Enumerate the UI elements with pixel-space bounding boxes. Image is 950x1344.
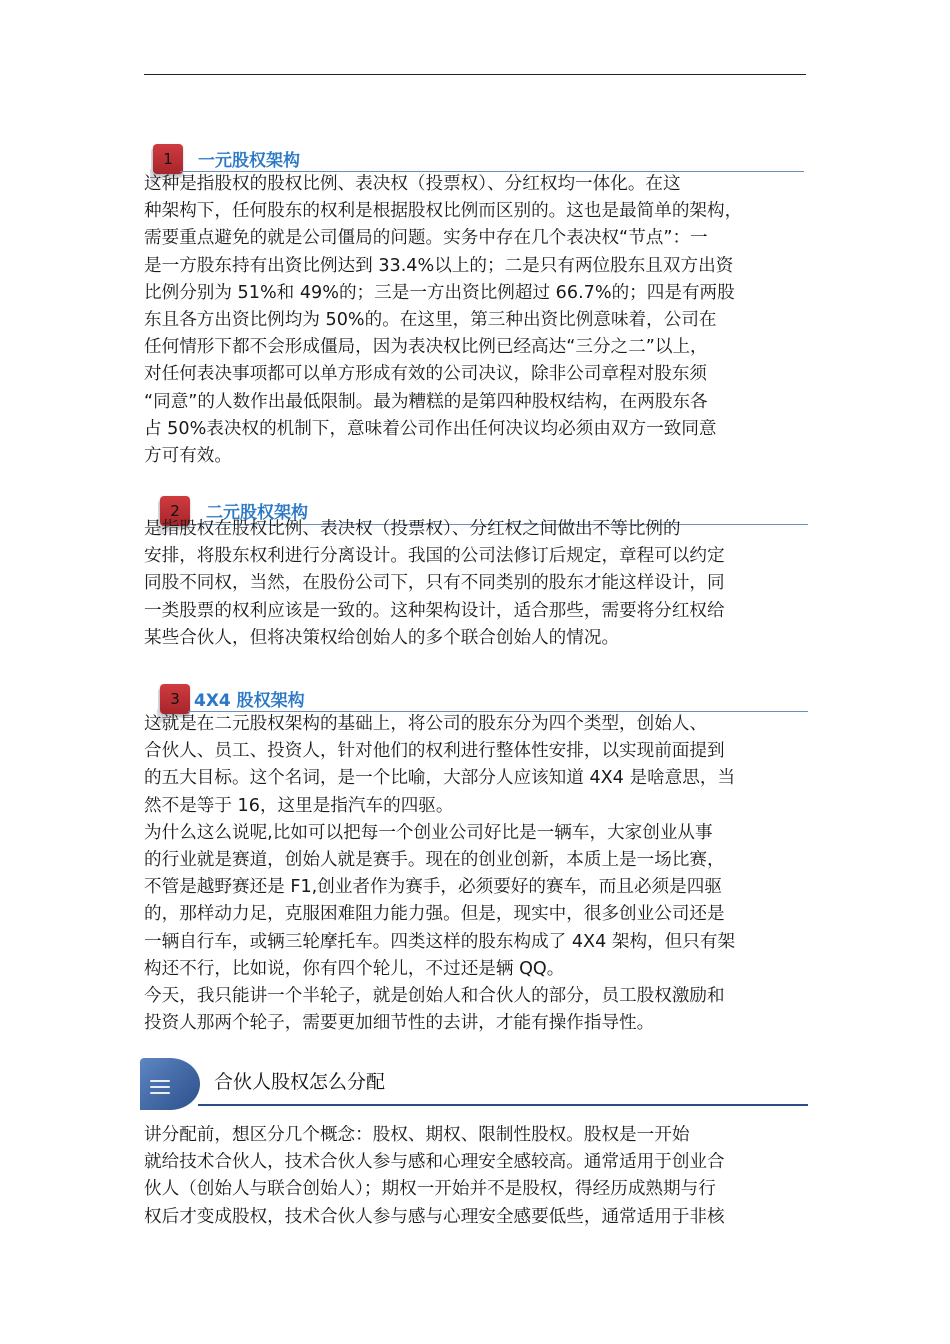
text-line: 对任何表决事项都可以单方形成有效的公司决议，除非公司章程对股东须 — [144, 364, 708, 385]
text-line: 权后才变成股权，技术合伙人参与感与心理安全感要低些，通常适用于非核 — [144, 1206, 725, 1227]
text-line: 东且各方出资比例均为 50%的。在这里，第三种出资比例意味着，公司在 — [144, 309, 717, 330]
text-line: 占 50%表决权的机制下，意味着公司作出任何决议均必须由双方一致同意 — [144, 418, 717, 439]
text-line: 是指股权在股权比例、表决权（投票权）、分红权之间做出不等比例的 — [144, 519, 681, 539]
section-title: 二元股权架构 — [206, 503, 308, 523]
heading-title: 合伙人股权怎么分配 — [214, 1071, 386, 1093]
text-line: 然不是等于 16，这里是指汽车的四驱。 — [144, 795, 454, 816]
text-line: 这就是在二元股权架构的基础上，将公司的股东分为四个类型，创始人、 — [144, 714, 708, 734]
heading-rule — [198, 1104, 808, 1106]
text-line: 构还不行，比如说，你有四个轮儿，不过还是辆 QQ。 — [144, 958, 565, 979]
text-line: 同股不同权，当然，在股份公司下，只有不同类别的股东才能这样设计，同 — [144, 573, 725, 594]
section-number: 1 — [153, 144, 183, 174]
text-line: 种架构下，任何股东的权利是根据股权比例而区别的。这也是最简单的架构， — [144, 201, 743, 222]
section-title: 一元股权架构 — [198, 151, 300, 171]
section-number: 2 — [160, 496, 190, 526]
text-line: 伙人（创始人与联合创始人）；期权一开始并不是股权，得经历成熟期与行 — [144, 1179, 716, 1200]
header-rule — [144, 74, 806, 75]
text-line: 的五大目标。这个名词，是一个比喻，大部分人应该知道 4X4 是啥意思，当 — [144, 768, 736, 789]
text-line: 一类股票的权利应该是一致的。这种架构设计，适合那些，需要将分红权给 — [144, 600, 725, 621]
text-line: 某些合伙人，但将决策权给创始人的多个联合创始人的情况。 — [144, 627, 620, 648]
text-line: 讲分配前，想区分几个概念：股权、期权、限制性股权。股权是一开始 — [144, 1125, 690, 1145]
text-line: 就给技术合伙人，技术合伙人参与感和心理安全感较高。通常适用于创业合 — [144, 1152, 725, 1173]
section-number: 3 — [160, 684, 190, 714]
section-body — [144, 711, 810, 1037]
menu-lines-icon — [150, 1080, 170, 1096]
text-line: 安排，将股东权利进行分离设计。我国的公司法修订后规定，章程可以约定 — [144, 546, 725, 567]
text-line: 这种是指股权的股权比例、表决权（投票权）、分红权均一体化。在这 — [144, 174, 681, 194]
text-line: 为什么这么说呢,比如可以把每一个创业公司好比是一辆车，大家创业从事 — [144, 822, 713, 843]
text-line: 比例分别为 51%和 49%的；三是一方出资比例超过 66.7%的；四是有两股 — [144, 282, 735, 303]
text-line: 投资人那两个轮子，需要更加细节性的去讲，才能有操作指导性。 — [144, 1013, 655, 1034]
text-line: 的，那样动力足，克服困难阻力能力强。但是，现实中，很多创业公司还是 — [144, 904, 725, 925]
text-line: 今天，我只能讲一个半轮子，就是创始人和合伙人的部分，员工股权激励和 — [144, 985, 725, 1006]
text-line: 合伙人、员工、投资人，针对他们的权利进行整体性安排，以实现前面提到 — [144, 741, 725, 762]
text-line: 不管是越野赛还是 F1,创业者作为赛手，必须要好的赛车，而且必须是四驱 — [144, 877, 722, 898]
text-line: 的行业就是赛道，创始人就是赛手。现在的创业创新，本质上是一场比赛， — [144, 849, 725, 870]
text-line: 任何情形下都不会形成僵局，因为表决权比例已经高达“三分之二”以上， — [144, 337, 708, 358]
text-line: 是一方股东持有出资比例达到 33.4%以上的；二是只有两位股东且双方出资 — [144, 255, 734, 276]
section-title: 4X4 股权架构 — [194, 691, 305, 711]
text-line: 需要重点避免的就是公司僵局的问题。实务中存在几个表决权“节点”：一 — [144, 228, 708, 249]
section-body — [144, 516, 810, 652]
text-line: 方可有效。 — [144, 445, 232, 466]
final-paragraph — [144, 1122, 810, 1231]
text-line: “同意”的人数作出最低限制。最为糟糕的是第四种股权结构，在两股东各 — [144, 391, 708, 412]
banner-shape — [140, 1058, 200, 1110]
section-body — [144, 171, 810, 470]
heading-banner — [138, 1056, 810, 1112]
text-line: 一辆自行车，或辆三轮摩托车。四类这样的股东构成了 4X4 架构，但只有架 — [144, 931, 736, 952]
